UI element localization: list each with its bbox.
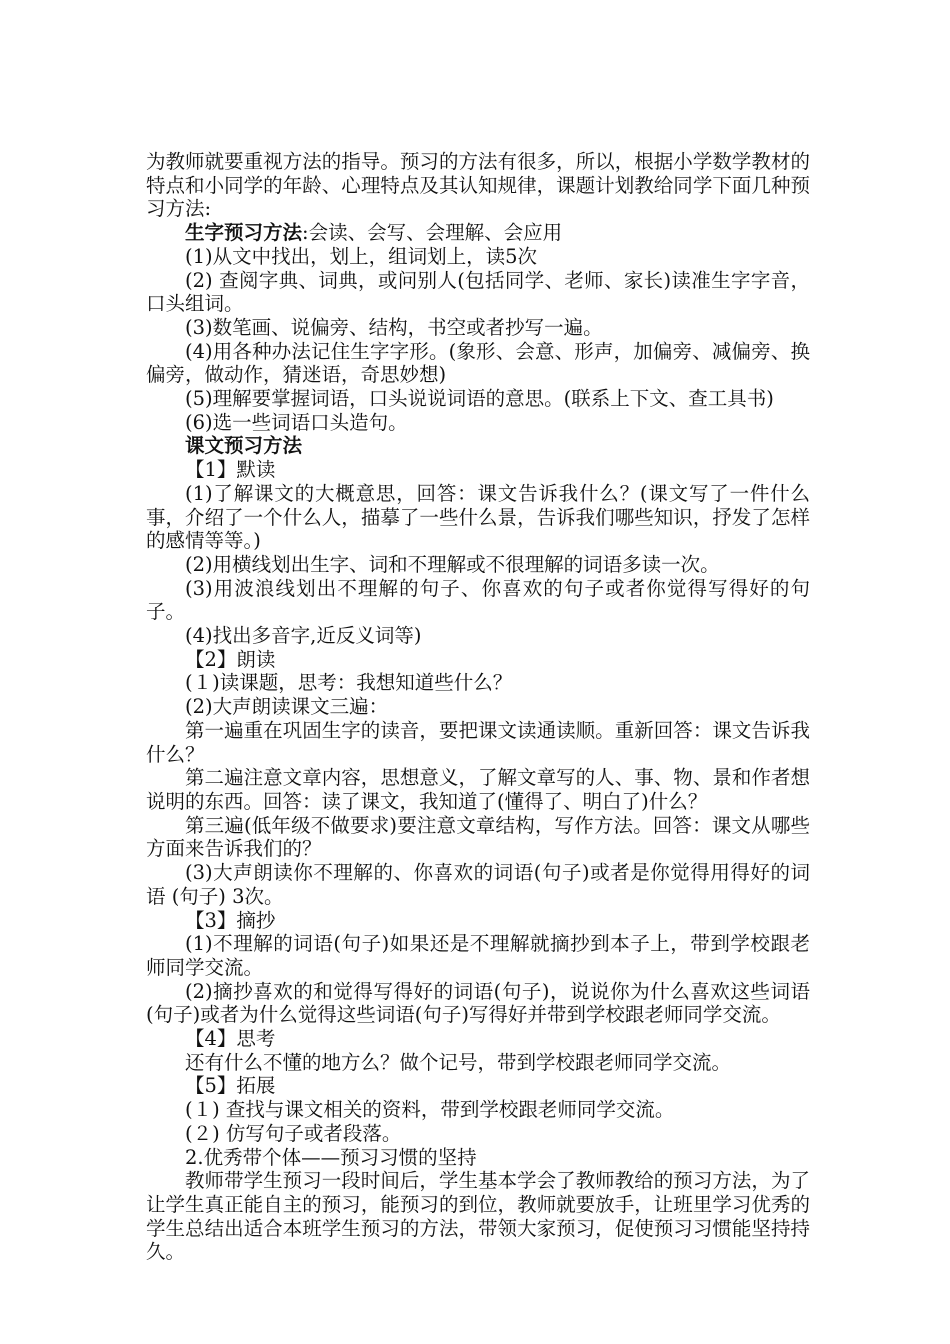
subheading-langdu: 【2】朗读 [185, 647, 276, 671]
section-heading-kewen: 课文预习方法 [185, 434, 303, 458]
paragraph-moudu-4: (4)找出多音字,近反义词等) [185, 624, 422, 648]
paragraph-sikao: 还有什么不懂的地方么？做个记号，带到学校跟老师同学交流。 [185, 1050, 732, 1074]
paragraph-langdu-2: (2)大声朗读课文三遍： [185, 695, 389, 719]
subheading-tuozhan: 【5】拓展 [185, 1074, 276, 1098]
paragraph-step-2: (2) 查阅字典、词典，或问别人(包括同学、老师、家长)读准生字字音，口头组词。 [146, 268, 810, 316]
shengzi-method-heading: 生字预习方法 [185, 221, 303, 245]
paragraph-moudu-3: (3)用波浪线划出不理解的句子、你喜欢的句子或者你觉得写得好的句子。 [146, 576, 810, 624]
subheading-moudu: 【1】默读 [185, 458, 276, 482]
subheading-zhaichao: 【3】摘抄 [185, 908, 276, 932]
paragraph-closing: 教师带学生预习一段时间后，学生基本学会了教师教给的预习方法，为了让学生真正能自主的预习，能预习的到位，教师就要放手，让班里学习优秀的学生总结出适合本班学生预习的方法，带领大家预习，促使预习习惯能坚持持久。 [146, 1169, 810, 1264]
paragraph-step-6: (6)选一些词语口头造句。 [185, 410, 408, 434]
paragraph-langdu-1: (１)读课题，思考：我想知道些什么？ [185, 671, 513, 695]
document-page [146, 150, 810, 1264]
paragraph-tuozhan-2: (２) 仿写句子或者段落。 [185, 1121, 402, 1145]
paragraph-moudu-1: (1)了解课文的大概意思，回答：课文告诉我什么？(课文写了一件什么事，介绍了一个什么人，描摹了一些什么景，告诉我们哪些知识，抒发了怎样的感情等等。) [146, 481, 810, 553]
paragraph-step-1: (1)从文中找出，划上，组词划上，读5次 [185, 244, 538, 268]
paragraph-second-reading: 第二遍注意文章内容，思想意义，了解文章写的人、事、物、景和作者想说明的东西。回答：读了课文，我知道了(懂得了、明白了)什么？ [146, 766, 810, 813]
paragraph-step-3: (3)数笔画、说偏旁、结构，书空或者抄写一遍。 [185, 315, 603, 339]
paragraph-first-reading: 第一遍重在巩固生字的读音，要把课文读通读顺。重新回答：课文告诉我什么？ [146, 718, 810, 766]
section-heading-youxiu: 2.优秀带个体——预习习惯的坚持 [185, 1145, 477, 1169]
paragraph-shengzi-method [146, 221, 810, 245]
paragraph-step-4: (4)用各种办法记住生字字形。(象形、会意、形声，加偏旁、减偏旁、换偏旁，做动作，猜迷语，奇思妙想) [146, 339, 810, 387]
paragraph-tuozhan-1: (１) 查找与课文相关的资料，带到学校跟老师同学交流。 [185, 1098, 675, 1122]
shengzi-method-goals: :会读、会写、会理解、会应用 [302, 221, 563, 245]
subheading-sikao: 【4】思考 [185, 1027, 276, 1051]
paragraph-intro: 为教师就要重视方法的指导。预习的方法有很多，所以，根据小学数学教材的特点和小同学的年龄、心理特点及其认知规律，课题计划教给同学下面几种预习方法: [146, 150, 810, 221]
paragraph-zhaichao-2: (2)摘抄喜欢的和觉得写得好的词语(句子)，说说你为什么喜欢这些词语(句子)或者为什么觉得这些词语(句子)写得好并带到学校跟老师同学交流。 [146, 979, 810, 1027]
paragraph-langdu-3: (3)大声朗读你不理解的、你喜欢的词语(句子)或者是你觉得用得好的词语 (句子) 3次。 [146, 861, 810, 908]
paragraph-step-5: (5)理解要掌握词语，口头说说词语的意思。(联系上下文、查工具书) [185, 387, 774, 411]
paragraph-third-reading: 第三遍(低年级不做要求)要注意文章结构，写作方法。回答：课文从哪些方面来告诉我们的？ [146, 813, 810, 861]
paragraph-zhaichao-1: (1)不理解的词语(句子)如果还是不理解就摘抄到本子上，带到学校跟老师同学交流。 [146, 932, 810, 979]
paragraph-moudu-2: (2)用横线划出生字、词和不理解或不很理解的词语多读一次。 [185, 552, 720, 576]
